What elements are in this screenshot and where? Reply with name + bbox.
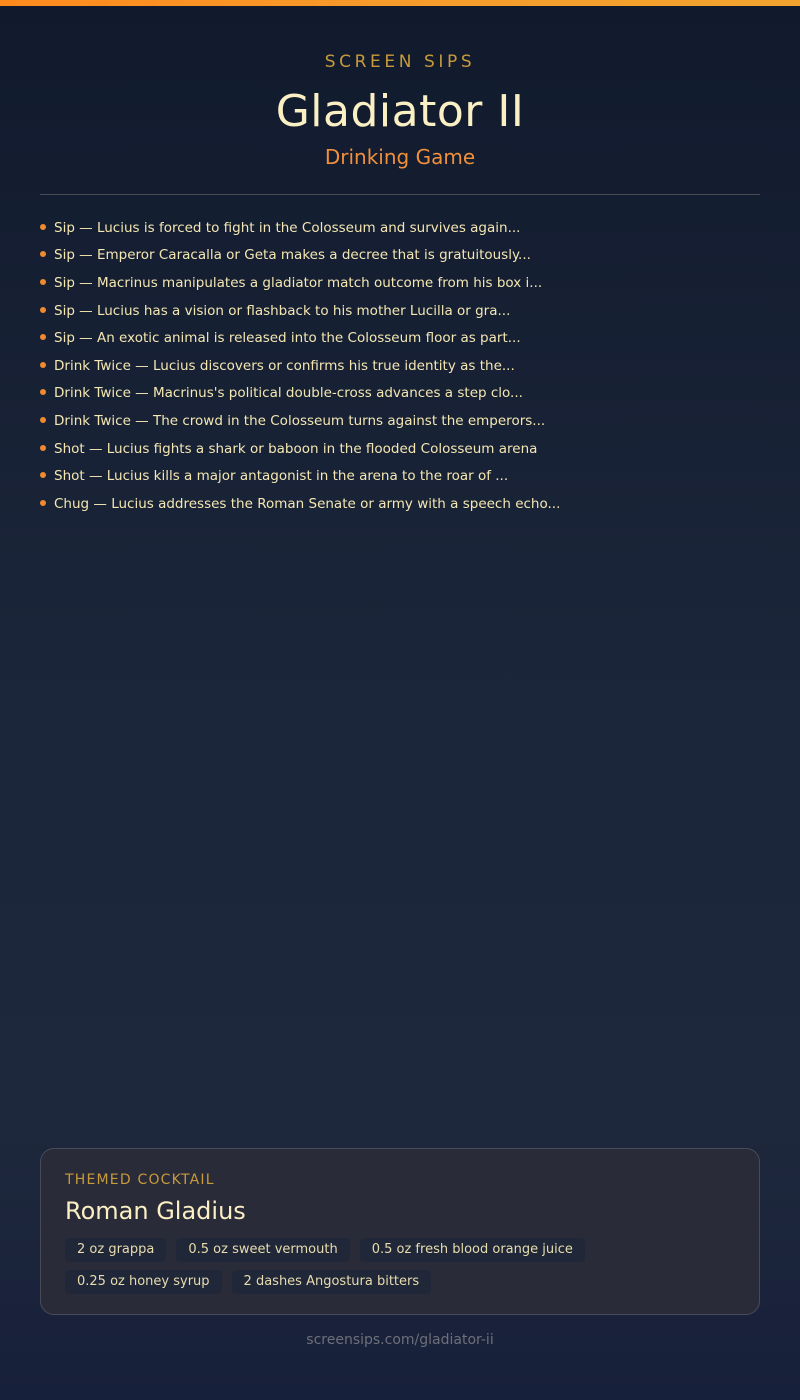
ingredient-chip: 0.5 oz sweet vermouth: [176, 1238, 349, 1262]
rule-text: Sip — Emperor Caracalla or Geta makes a decree that is gratuitously...: [54, 247, 531, 264]
bullet-icon: [40, 224, 46, 230]
bullet-icon: [40, 417, 46, 423]
ingredient-chip: 2 dashes Angostura bitters: [232, 1270, 432, 1294]
rule-item: [40, 435, 760, 463]
rule-text: Drink Twice — Lucius discovers or confirms his true identity as the...: [54, 357, 515, 374]
bullet-icon: [40, 500, 46, 506]
bullet-icon: [40, 307, 46, 313]
rule-item: [40, 380, 760, 408]
bullet-icon: [40, 445, 46, 451]
rules-list: [40, 214, 760, 518]
bullet-icon: [40, 472, 46, 478]
rule-item: [40, 297, 760, 325]
bullet-icon: [40, 279, 46, 285]
rule-text: Drink Twice — Macrinus's political double-cross advances a step clo...: [54, 385, 523, 402]
rule-text: Sip — An exotic animal is released into the Colosseum floor as part...: [54, 330, 521, 347]
rule-item: [40, 214, 760, 242]
cocktail-label: THEMED COCKTAIL: [65, 1172, 215, 1188]
rule-text: Drink Twice — The crowd in the Colosseum turns against the emperors...: [54, 412, 546, 429]
ingredient-chip: 0.5 oz fresh blood orange juice: [360, 1238, 585, 1262]
bullet-icon: [40, 362, 46, 368]
rule-text: Sip — Lucius has a vision or flashback to his mother Lucilla or gra...: [54, 302, 511, 319]
cocktail-name: Roman Gladius: [65, 1197, 246, 1225]
rule-item: [40, 407, 760, 435]
brand-label: SCREEN SIPS: [324, 52, 476, 72]
rule-item: [40, 269, 760, 297]
rule-item: [40, 490, 760, 518]
rule-item: [40, 324, 760, 352]
rule-text: Chug — Lucius addresses the Roman Senate or army with a speech echo...: [54, 495, 561, 512]
bullet-icon: [40, 334, 46, 340]
page-title: Gladiator II: [275, 86, 525, 137]
bullet-icon: [40, 251, 46, 257]
header-divider: [40, 194, 760, 195]
bullet-icon: [40, 389, 46, 395]
page-subtitle: Drinking Game: [324, 145, 476, 169]
rule-text: Shot — Lucius fights a shark or baboon in the flooded Colosseum arena: [54, 440, 538, 457]
ingredient-list: [65, 1238, 745, 1294]
rule-text: Sip — Macrinus manipulates a gladiator match outcome from his box i...: [54, 274, 543, 291]
ingredient-chip: 2 oz grappa: [65, 1238, 166, 1262]
rule-text: Shot — Lucius kills a major antagonist in the arena to the roar of ...: [54, 468, 509, 485]
rule-text: Sip — Lucius is forced to fight in the Colosseum and survives again...: [54, 219, 521, 236]
footer-link[interactable]: screensips.com/gladiator-ii: [306, 1332, 494, 1348]
rule-item: [40, 352, 760, 380]
rule-item: [40, 462, 760, 490]
rule-item: [40, 242, 760, 270]
top-accent-bar: [0, 0, 800, 6]
ingredient-chip: 0.25 oz honey syrup: [65, 1270, 222, 1294]
cocktail-card: [40, 1148, 760, 1315]
